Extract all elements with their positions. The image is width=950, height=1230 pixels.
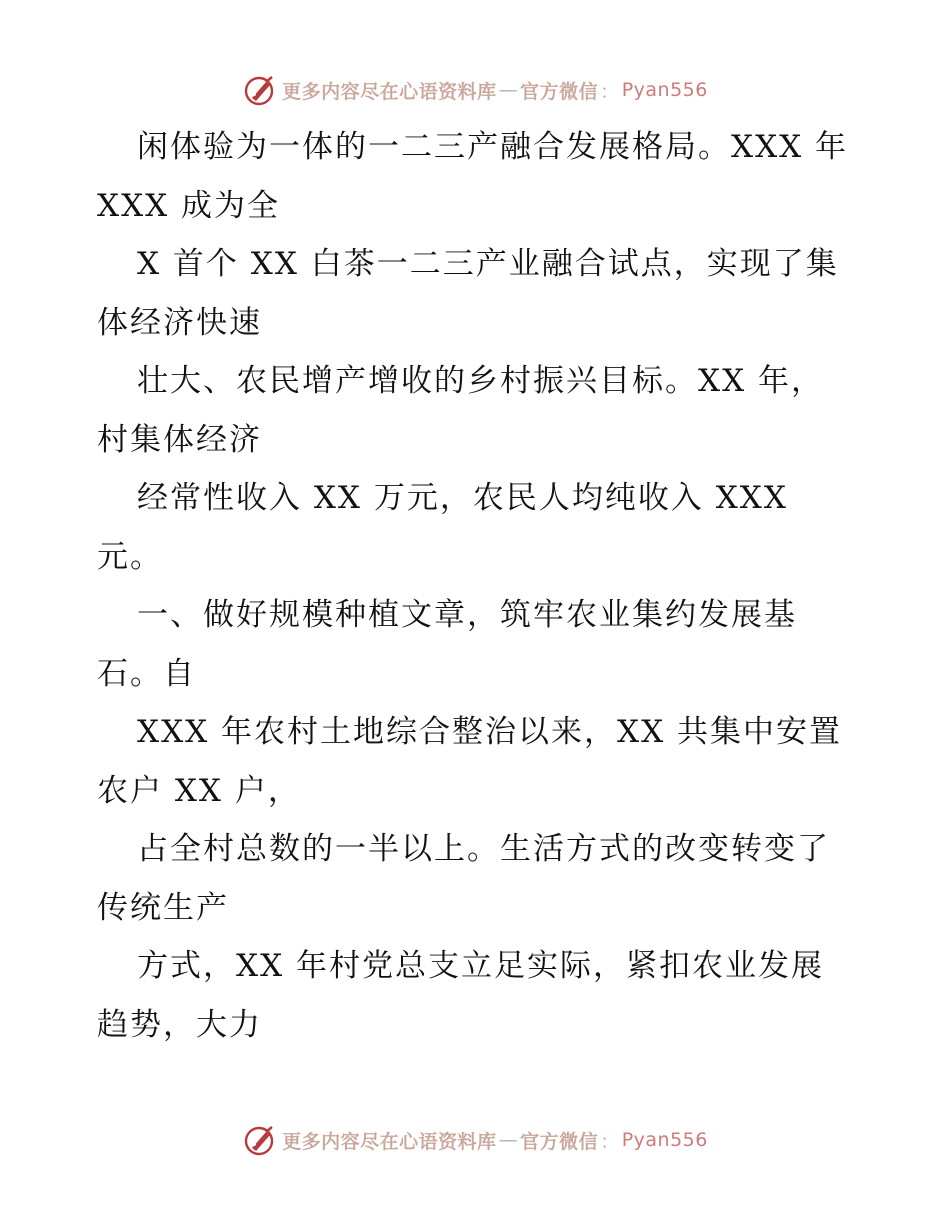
text-line: 闲体验为一体的一二三产融合发展格局。XXX 年 xyxy=(137,129,849,165)
watermark-label: 官方微信 xyxy=(520,1130,599,1153)
text-line: 壮大、农民增产增收的乡村振兴目标。XX 年， xyxy=(137,363,824,399)
text-line: 方式，XX 年村党总支立足实际，紧扣农业发展 xyxy=(137,948,824,984)
pen-logo-icon xyxy=(242,1122,278,1158)
watermark-main-text: 更多内容尽在心语资料库 xyxy=(282,80,497,103)
pen-logo-icon xyxy=(242,72,278,108)
text-line: XXX 年农村土地综合整治以来，XX 共集中安置 xyxy=(137,714,843,750)
text-line: 村集体经济 xyxy=(97,421,262,458)
text-line: 石。自 xyxy=(97,655,196,692)
watermark-id: Pyan556 xyxy=(621,79,708,101)
text-line: XXX 成为全 xyxy=(97,187,281,224)
text-line: X 首个 XX 白茶一二三产业融合试点，实现了集 xyxy=(137,246,839,282)
text-line: 一、做好规模种植文章，筑牢农业集约发展基 xyxy=(137,597,797,633)
document-body xyxy=(97,118,867,1054)
text-line: 体经济快速 xyxy=(97,304,262,341)
text-line: 趋势，大力 xyxy=(97,1006,262,1043)
watermark-label: 官方微信 xyxy=(520,80,599,103)
text-line: 占全村总数的一半以上。生活方式的改变转变了 xyxy=(137,831,830,867)
text-line: 经常性收入 XX 万元，农民人均纯收入 XXX xyxy=(137,480,788,516)
watermark-dash: — xyxy=(498,1129,519,1151)
header-watermark xyxy=(0,70,950,110)
watermark-colon: ： xyxy=(600,80,620,103)
text-line: 元。 xyxy=(97,538,163,575)
watermark-colon: ： xyxy=(600,1130,620,1153)
watermark-id: Pyan556 xyxy=(621,1129,708,1151)
text-line: 农户 XX 户， xyxy=(97,772,301,809)
watermark-dash: — xyxy=(498,79,519,101)
text-line: 传统生产 xyxy=(97,889,229,926)
footer-watermark xyxy=(0,1120,950,1160)
watermark-main-text: 更多内容尽在心语资料库 xyxy=(282,1130,497,1153)
